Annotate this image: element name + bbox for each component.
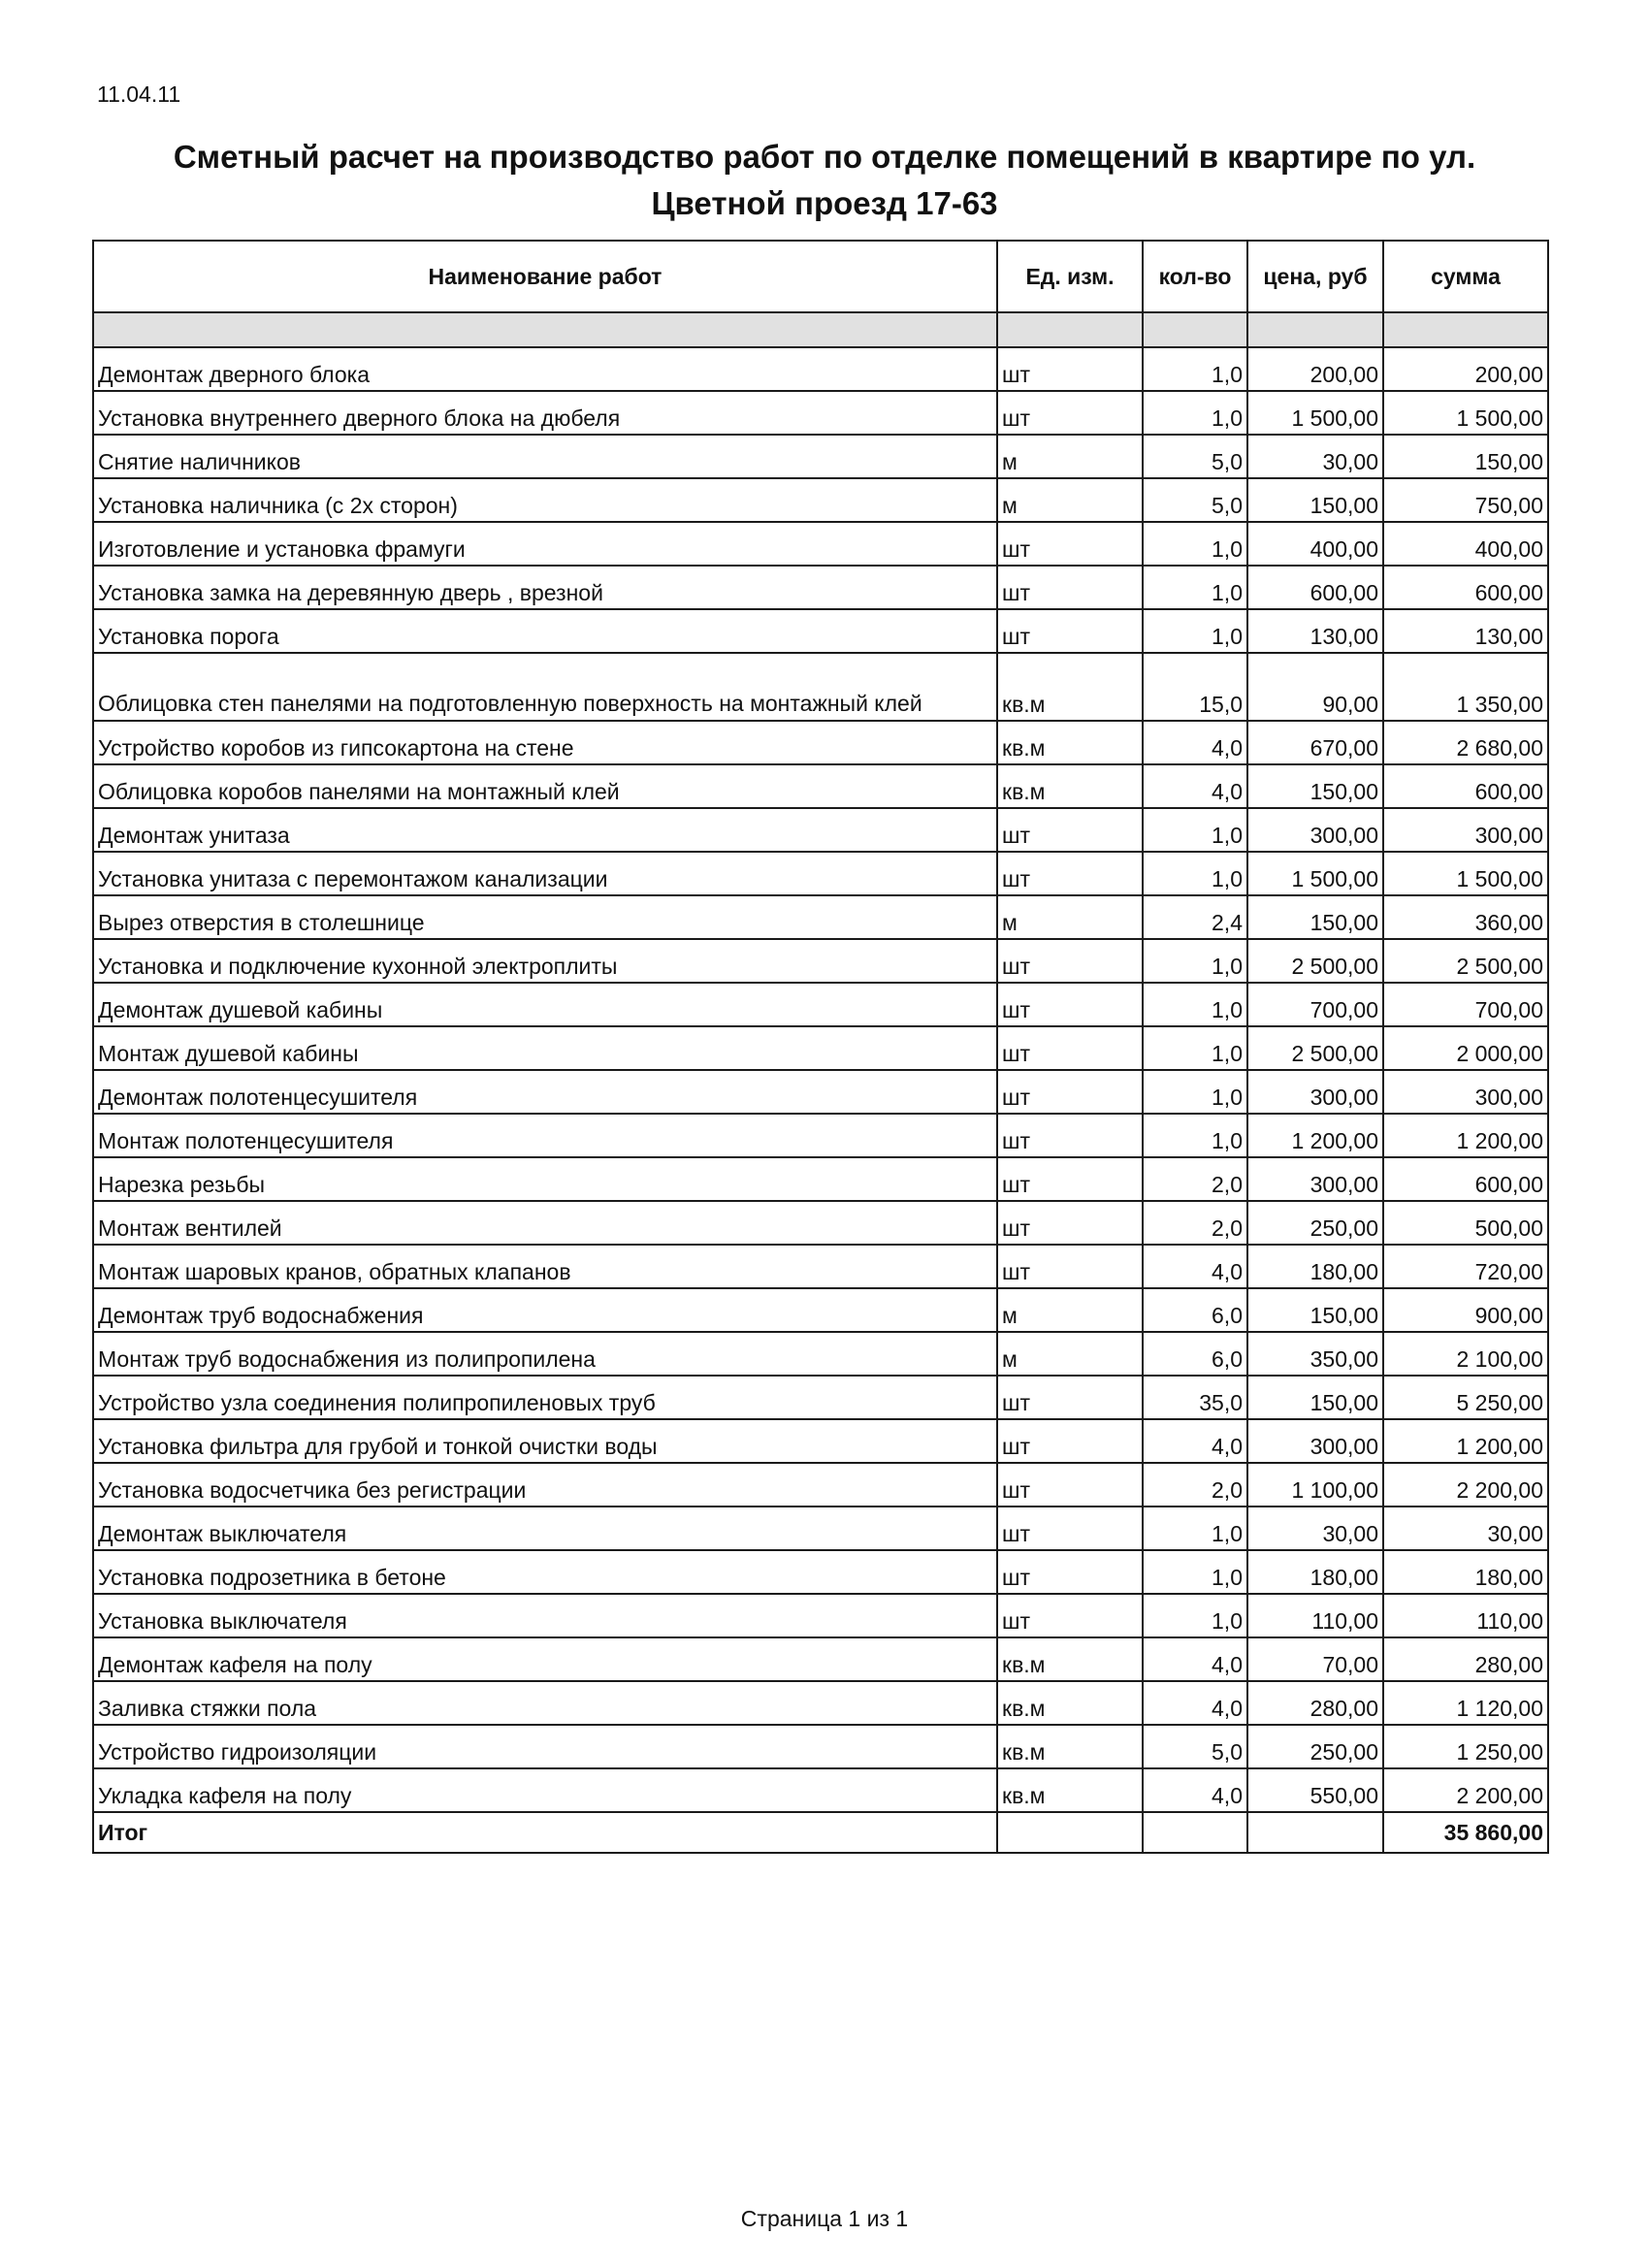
work-name-cell: Заливка стяжки пола bbox=[93, 1681, 997, 1725]
sum-cell: 2 000,00 bbox=[1383, 1026, 1548, 1070]
sum-cell: 5 250,00 bbox=[1383, 1376, 1548, 1419]
unit-cell: кв.м bbox=[997, 721, 1143, 764]
work-name-cell: Демонтаж труб водоснабжения bbox=[93, 1288, 997, 1332]
price-cell: 30,00 bbox=[1247, 1507, 1383, 1550]
document-title bbox=[78, 134, 1571, 227]
table-row bbox=[93, 1637, 1548, 1681]
header-price: цена, руб bbox=[1247, 241, 1383, 312]
unit-cell: шт bbox=[997, 939, 1143, 983]
table-row bbox=[93, 347, 1548, 391]
unit-cell: м bbox=[997, 1288, 1143, 1332]
work-name-cell: Устройство коробов из гипсокартона на стене bbox=[93, 721, 997, 764]
qty-cell: 1,0 bbox=[1143, 808, 1247, 852]
table-row bbox=[93, 435, 1548, 478]
price-cell: 2 500,00 bbox=[1247, 1026, 1383, 1070]
price-cell: 110,00 bbox=[1247, 1594, 1383, 1637]
price-cell: 130,00 bbox=[1247, 609, 1383, 653]
price-cell: 250,00 bbox=[1247, 1725, 1383, 1768]
unit-cell: шт bbox=[997, 1376, 1143, 1419]
sum-cell: 900,00 bbox=[1383, 1288, 1548, 1332]
sum-cell: 600,00 bbox=[1383, 566, 1548, 609]
qty-cell: 6,0 bbox=[1143, 1288, 1247, 1332]
table-body bbox=[93, 312, 1548, 1812]
work-name-cell: Установка порога bbox=[93, 609, 997, 653]
qty-cell: 1,0 bbox=[1143, 609, 1247, 653]
qty-cell: 5,0 bbox=[1143, 1725, 1247, 1768]
work-name-cell: Демонтаж кафеля на полу bbox=[93, 1637, 997, 1681]
unit-cell: шт bbox=[997, 1157, 1143, 1201]
document-date: 11.04.11 bbox=[97, 81, 181, 107]
qty-cell: 1,0 bbox=[1143, 347, 1247, 391]
qty-cell: 4,0 bbox=[1143, 1681, 1247, 1725]
table-row bbox=[93, 1288, 1548, 1332]
price-cell: 70,00 bbox=[1247, 1637, 1383, 1681]
unit-cell: кв.м bbox=[997, 1725, 1143, 1768]
unit-cell: шт bbox=[997, 1419, 1143, 1463]
unit-cell: шт bbox=[997, 1201, 1143, 1245]
unit-cell: шт bbox=[997, 1550, 1143, 1594]
work-name-cell: Монтаж вентилей bbox=[93, 1201, 997, 1245]
table-row bbox=[93, 808, 1548, 852]
unit-cell: м bbox=[997, 895, 1143, 939]
qty-cell: 2,4 bbox=[1143, 895, 1247, 939]
table-row bbox=[93, 1725, 1548, 1768]
price-cell: 1 500,00 bbox=[1247, 391, 1383, 435]
estimate-table bbox=[92, 240, 1549, 1854]
work-name-cell: Установка внутреннего дверного блока на дюбеля bbox=[93, 391, 997, 435]
work-name-cell: Демонтаж полотенцесушителя bbox=[93, 1070, 997, 1114]
price-cell: 150,00 bbox=[1247, 1288, 1383, 1332]
work-name-cell: Установка и подключение кухонной электроплиты bbox=[93, 939, 997, 983]
table-row bbox=[93, 1463, 1548, 1507]
unit-cell: шт bbox=[997, 1026, 1143, 1070]
header-name: Наименование работ bbox=[93, 241, 997, 312]
table-row bbox=[93, 983, 1548, 1026]
price-cell: 180,00 bbox=[1247, 1550, 1383, 1594]
sum-cell: 2 200,00 bbox=[1383, 1768, 1548, 1812]
table-row bbox=[93, 1419, 1548, 1463]
price-cell: 1 100,00 bbox=[1247, 1463, 1383, 1507]
table-row bbox=[93, 609, 1548, 653]
sum-cell: 280,00 bbox=[1383, 1637, 1548, 1681]
work-name-cell: Вырез отверстия в столешнице bbox=[93, 895, 997, 939]
work-name-cell: Установка выключателя bbox=[93, 1594, 997, 1637]
unit-cell: кв.м bbox=[997, 764, 1143, 808]
table-row bbox=[93, 653, 1548, 721]
sum-cell: 600,00 bbox=[1383, 1157, 1548, 1201]
total-label: Итог bbox=[93, 1812, 997, 1853]
unit-cell: шт bbox=[997, 522, 1143, 566]
qty-cell: 4,0 bbox=[1143, 1419, 1247, 1463]
unit-cell: шт bbox=[997, 1114, 1143, 1157]
price-cell: 550,00 bbox=[1247, 1768, 1383, 1812]
table-row bbox=[93, 1201, 1548, 1245]
sum-cell: 700,00 bbox=[1383, 983, 1548, 1026]
table-row bbox=[93, 1594, 1548, 1637]
table-row bbox=[93, 1376, 1548, 1419]
table-row bbox=[93, 1114, 1548, 1157]
sum-cell: 300,00 bbox=[1383, 1070, 1548, 1114]
sum-cell: 300,00 bbox=[1383, 808, 1548, 852]
price-cell: 150,00 bbox=[1247, 895, 1383, 939]
qty-cell: 1,0 bbox=[1143, 1114, 1247, 1157]
qty-cell: 1,0 bbox=[1143, 522, 1247, 566]
sum-cell: 1 200,00 bbox=[1383, 1419, 1548, 1463]
price-cell: 350,00 bbox=[1247, 1332, 1383, 1376]
table-row bbox=[93, 1157, 1548, 1201]
work-name-cell: Установка унитаза с перемонтажом канализации bbox=[93, 852, 997, 895]
header-sum: сумма bbox=[1383, 241, 1548, 312]
qty-cell: 1,0 bbox=[1143, 1594, 1247, 1637]
unit-cell: шт bbox=[997, 983, 1143, 1026]
sum-cell: 1 200,00 bbox=[1383, 1114, 1548, 1157]
price-cell: 150,00 bbox=[1247, 1376, 1383, 1419]
page-footer: Страница 1 из 1 bbox=[740, 2206, 909, 2231]
work-name-cell: Облицовка стен панелями на подготовленную поверхность на монтажный клей bbox=[93, 653, 997, 721]
table-row bbox=[93, 566, 1548, 609]
qty-cell: 1,0 bbox=[1143, 852, 1247, 895]
price-cell: 300,00 bbox=[1247, 808, 1383, 852]
sum-cell: 2 200,00 bbox=[1383, 1463, 1548, 1507]
qty-cell: 4,0 bbox=[1143, 1245, 1247, 1288]
sum-cell: 150,00 bbox=[1383, 435, 1548, 478]
sum-cell: 1 500,00 bbox=[1383, 391, 1548, 435]
qty-cell: 1,0 bbox=[1143, 983, 1247, 1026]
work-name-cell: Демонтаж дверного блока bbox=[93, 347, 997, 391]
price-cell: 150,00 bbox=[1247, 478, 1383, 522]
header-row bbox=[93, 241, 1548, 312]
work-name-cell: Монтаж труб водоснабжения из полипропилена bbox=[93, 1332, 997, 1376]
work-name-cell: Установка замка на деревянную дверь , врезной bbox=[93, 566, 997, 609]
qty-cell: 4,0 bbox=[1143, 764, 1247, 808]
qty-cell: 4,0 bbox=[1143, 1637, 1247, 1681]
unit-cell: шт bbox=[997, 1594, 1143, 1637]
sum-cell: 2 100,00 bbox=[1383, 1332, 1548, 1376]
work-name-cell: Монтаж полотенцесушителя bbox=[93, 1114, 997, 1157]
price-cell: 150,00 bbox=[1247, 764, 1383, 808]
title-line-1: Сметный расчет на производство работ по отделке помещений в квартире по ул. bbox=[173, 139, 1476, 175]
qty-cell: 4,0 bbox=[1143, 721, 1247, 764]
qty-cell: 6,0 bbox=[1143, 1332, 1247, 1376]
work-name-cell: Укладка кафеля на полу bbox=[93, 1768, 997, 1812]
price-cell: 300,00 bbox=[1247, 1157, 1383, 1201]
sum-cell: 110,00 bbox=[1383, 1594, 1548, 1637]
work-name-cell: Демонтаж унитаза bbox=[93, 808, 997, 852]
price-cell: 250,00 bbox=[1247, 1201, 1383, 1245]
unit-cell: м bbox=[997, 478, 1143, 522]
qty-cell: 2,0 bbox=[1143, 1463, 1247, 1507]
qty-cell: 5,0 bbox=[1143, 435, 1247, 478]
sum-cell: 200,00 bbox=[1383, 347, 1548, 391]
table-row bbox=[93, 522, 1548, 566]
table-row bbox=[93, 1245, 1548, 1288]
sum-cell: 400,00 bbox=[1383, 522, 1548, 566]
price-cell: 1 200,00 bbox=[1247, 1114, 1383, 1157]
table-row bbox=[93, 1768, 1548, 1812]
price-cell: 1 500,00 bbox=[1247, 852, 1383, 895]
qty-cell: 1,0 bbox=[1143, 1070, 1247, 1114]
price-cell: 670,00 bbox=[1247, 721, 1383, 764]
sum-cell: 720,00 bbox=[1383, 1245, 1548, 1288]
price-cell: 600,00 bbox=[1247, 566, 1383, 609]
qty-cell: 1,0 bbox=[1143, 1550, 1247, 1594]
sum-cell: 600,00 bbox=[1383, 764, 1548, 808]
title-line-2: Цветной проезд 17-63 bbox=[651, 185, 998, 221]
price-cell: 90,00 bbox=[1247, 653, 1383, 721]
work-name-cell: Облицовка коробов панелями на монтажный клей bbox=[93, 764, 997, 808]
work-name-cell: Устройство гидроизоляции bbox=[93, 1725, 997, 1768]
unit-cell: м bbox=[997, 435, 1143, 478]
table-row bbox=[93, 391, 1548, 435]
work-name-cell: Изготовление и установка фрамуги bbox=[93, 522, 997, 566]
work-name-cell: Демонтаж выключателя bbox=[93, 1507, 997, 1550]
qty-cell: 1,0 bbox=[1143, 939, 1247, 983]
work-name-cell: Монтаж душевой кабины bbox=[93, 1026, 997, 1070]
price-cell: 2 500,00 bbox=[1247, 939, 1383, 983]
sum-cell: 750,00 bbox=[1383, 478, 1548, 522]
qty-cell: 35,0 bbox=[1143, 1376, 1247, 1419]
unit-cell: кв.м bbox=[997, 653, 1143, 721]
qty-cell: 5,0 bbox=[1143, 478, 1247, 522]
sum-cell: 1 120,00 bbox=[1383, 1681, 1548, 1725]
qty-cell: 1,0 bbox=[1143, 566, 1247, 609]
qty-cell: 4,0 bbox=[1143, 1768, 1247, 1812]
unit-cell: шт bbox=[997, 347, 1143, 391]
unit-cell: кв.м bbox=[997, 1637, 1143, 1681]
sum-cell: 180,00 bbox=[1383, 1550, 1548, 1594]
qty-cell: 15,0 bbox=[1143, 653, 1247, 721]
work-name-cell: Устройство узла соединения полипропиленовых труб bbox=[93, 1376, 997, 1419]
table-row bbox=[93, 764, 1548, 808]
unit-cell: шт bbox=[997, 1463, 1143, 1507]
work-name-cell: Установка водосчетчика без регистрации bbox=[93, 1463, 997, 1507]
table-row bbox=[93, 1332, 1548, 1376]
qty-cell: 1,0 bbox=[1143, 1026, 1247, 1070]
unit-cell: шт bbox=[997, 391, 1143, 435]
table-row bbox=[93, 852, 1548, 895]
unit-cell: м bbox=[997, 1332, 1143, 1376]
table-row bbox=[93, 1070, 1548, 1114]
unit-cell: шт bbox=[997, 1507, 1143, 1550]
header-qty: кол-во bbox=[1143, 241, 1247, 312]
price-cell: 700,00 bbox=[1247, 983, 1383, 1026]
blank-shaded-row bbox=[93, 312, 1548, 347]
sum-cell: 500,00 bbox=[1383, 1201, 1548, 1245]
qty-cell: 2,0 bbox=[1143, 1157, 1247, 1201]
work-name-cell: Установка фильтра для грубой и тонкой очистки воды bbox=[93, 1419, 997, 1463]
price-cell: 200,00 bbox=[1247, 347, 1383, 391]
sum-cell: 130,00 bbox=[1383, 609, 1548, 653]
unit-cell: кв.м bbox=[997, 1681, 1143, 1725]
sum-cell: 1 350,00 bbox=[1383, 653, 1548, 721]
table-row bbox=[93, 1681, 1548, 1725]
unit-cell: шт bbox=[997, 566, 1143, 609]
table-row bbox=[93, 1550, 1548, 1594]
sum-cell: 2 680,00 bbox=[1383, 721, 1548, 764]
table-row bbox=[93, 895, 1548, 939]
table-row bbox=[93, 1026, 1548, 1070]
price-cell: 30,00 bbox=[1247, 435, 1383, 478]
table-row bbox=[93, 1507, 1548, 1550]
work-name-cell: Нарезка резьбы bbox=[93, 1157, 997, 1201]
table-row bbox=[93, 939, 1548, 983]
work-name-cell: Установка наличника (с 2х сторон) bbox=[93, 478, 997, 522]
work-name-cell: Установка подрозетника в бетоне bbox=[93, 1550, 997, 1594]
work-name-cell: Демонтаж душевой кабины bbox=[93, 983, 997, 1026]
sum-cell: 30,00 bbox=[1383, 1507, 1548, 1550]
qty-cell: 2,0 bbox=[1143, 1201, 1247, 1245]
unit-cell: шт bbox=[997, 808, 1143, 852]
qty-cell: 1,0 bbox=[1143, 1507, 1247, 1550]
unit-cell: шт bbox=[997, 1245, 1143, 1288]
unit-cell: шт bbox=[997, 1070, 1143, 1114]
price-cell: 300,00 bbox=[1247, 1419, 1383, 1463]
total-sum: 35 860,00 bbox=[1383, 1812, 1548, 1853]
sum-cell: 1 250,00 bbox=[1383, 1725, 1548, 1768]
unit-cell: кв.м bbox=[997, 1768, 1143, 1812]
qty-cell: 1,0 bbox=[1143, 391, 1247, 435]
sum-cell: 360,00 bbox=[1383, 895, 1548, 939]
work-name-cell: Снятие наличников bbox=[93, 435, 997, 478]
unit-cell: шт bbox=[997, 609, 1143, 653]
table-row bbox=[93, 478, 1548, 522]
price-cell: 300,00 bbox=[1247, 1070, 1383, 1114]
total-row bbox=[93, 1812, 1548, 1853]
price-cell: 280,00 bbox=[1247, 1681, 1383, 1725]
sum-cell: 2 500,00 bbox=[1383, 939, 1548, 983]
header-unit: Ед. изм. bbox=[997, 241, 1143, 312]
work-name-cell: Монтаж шаровых кранов, обратных клапанов bbox=[93, 1245, 997, 1288]
table-row bbox=[93, 721, 1548, 764]
price-cell: 400,00 bbox=[1247, 522, 1383, 566]
unit-cell: шт bbox=[997, 852, 1143, 895]
sum-cell: 1 500,00 bbox=[1383, 852, 1548, 895]
price-cell: 180,00 bbox=[1247, 1245, 1383, 1288]
